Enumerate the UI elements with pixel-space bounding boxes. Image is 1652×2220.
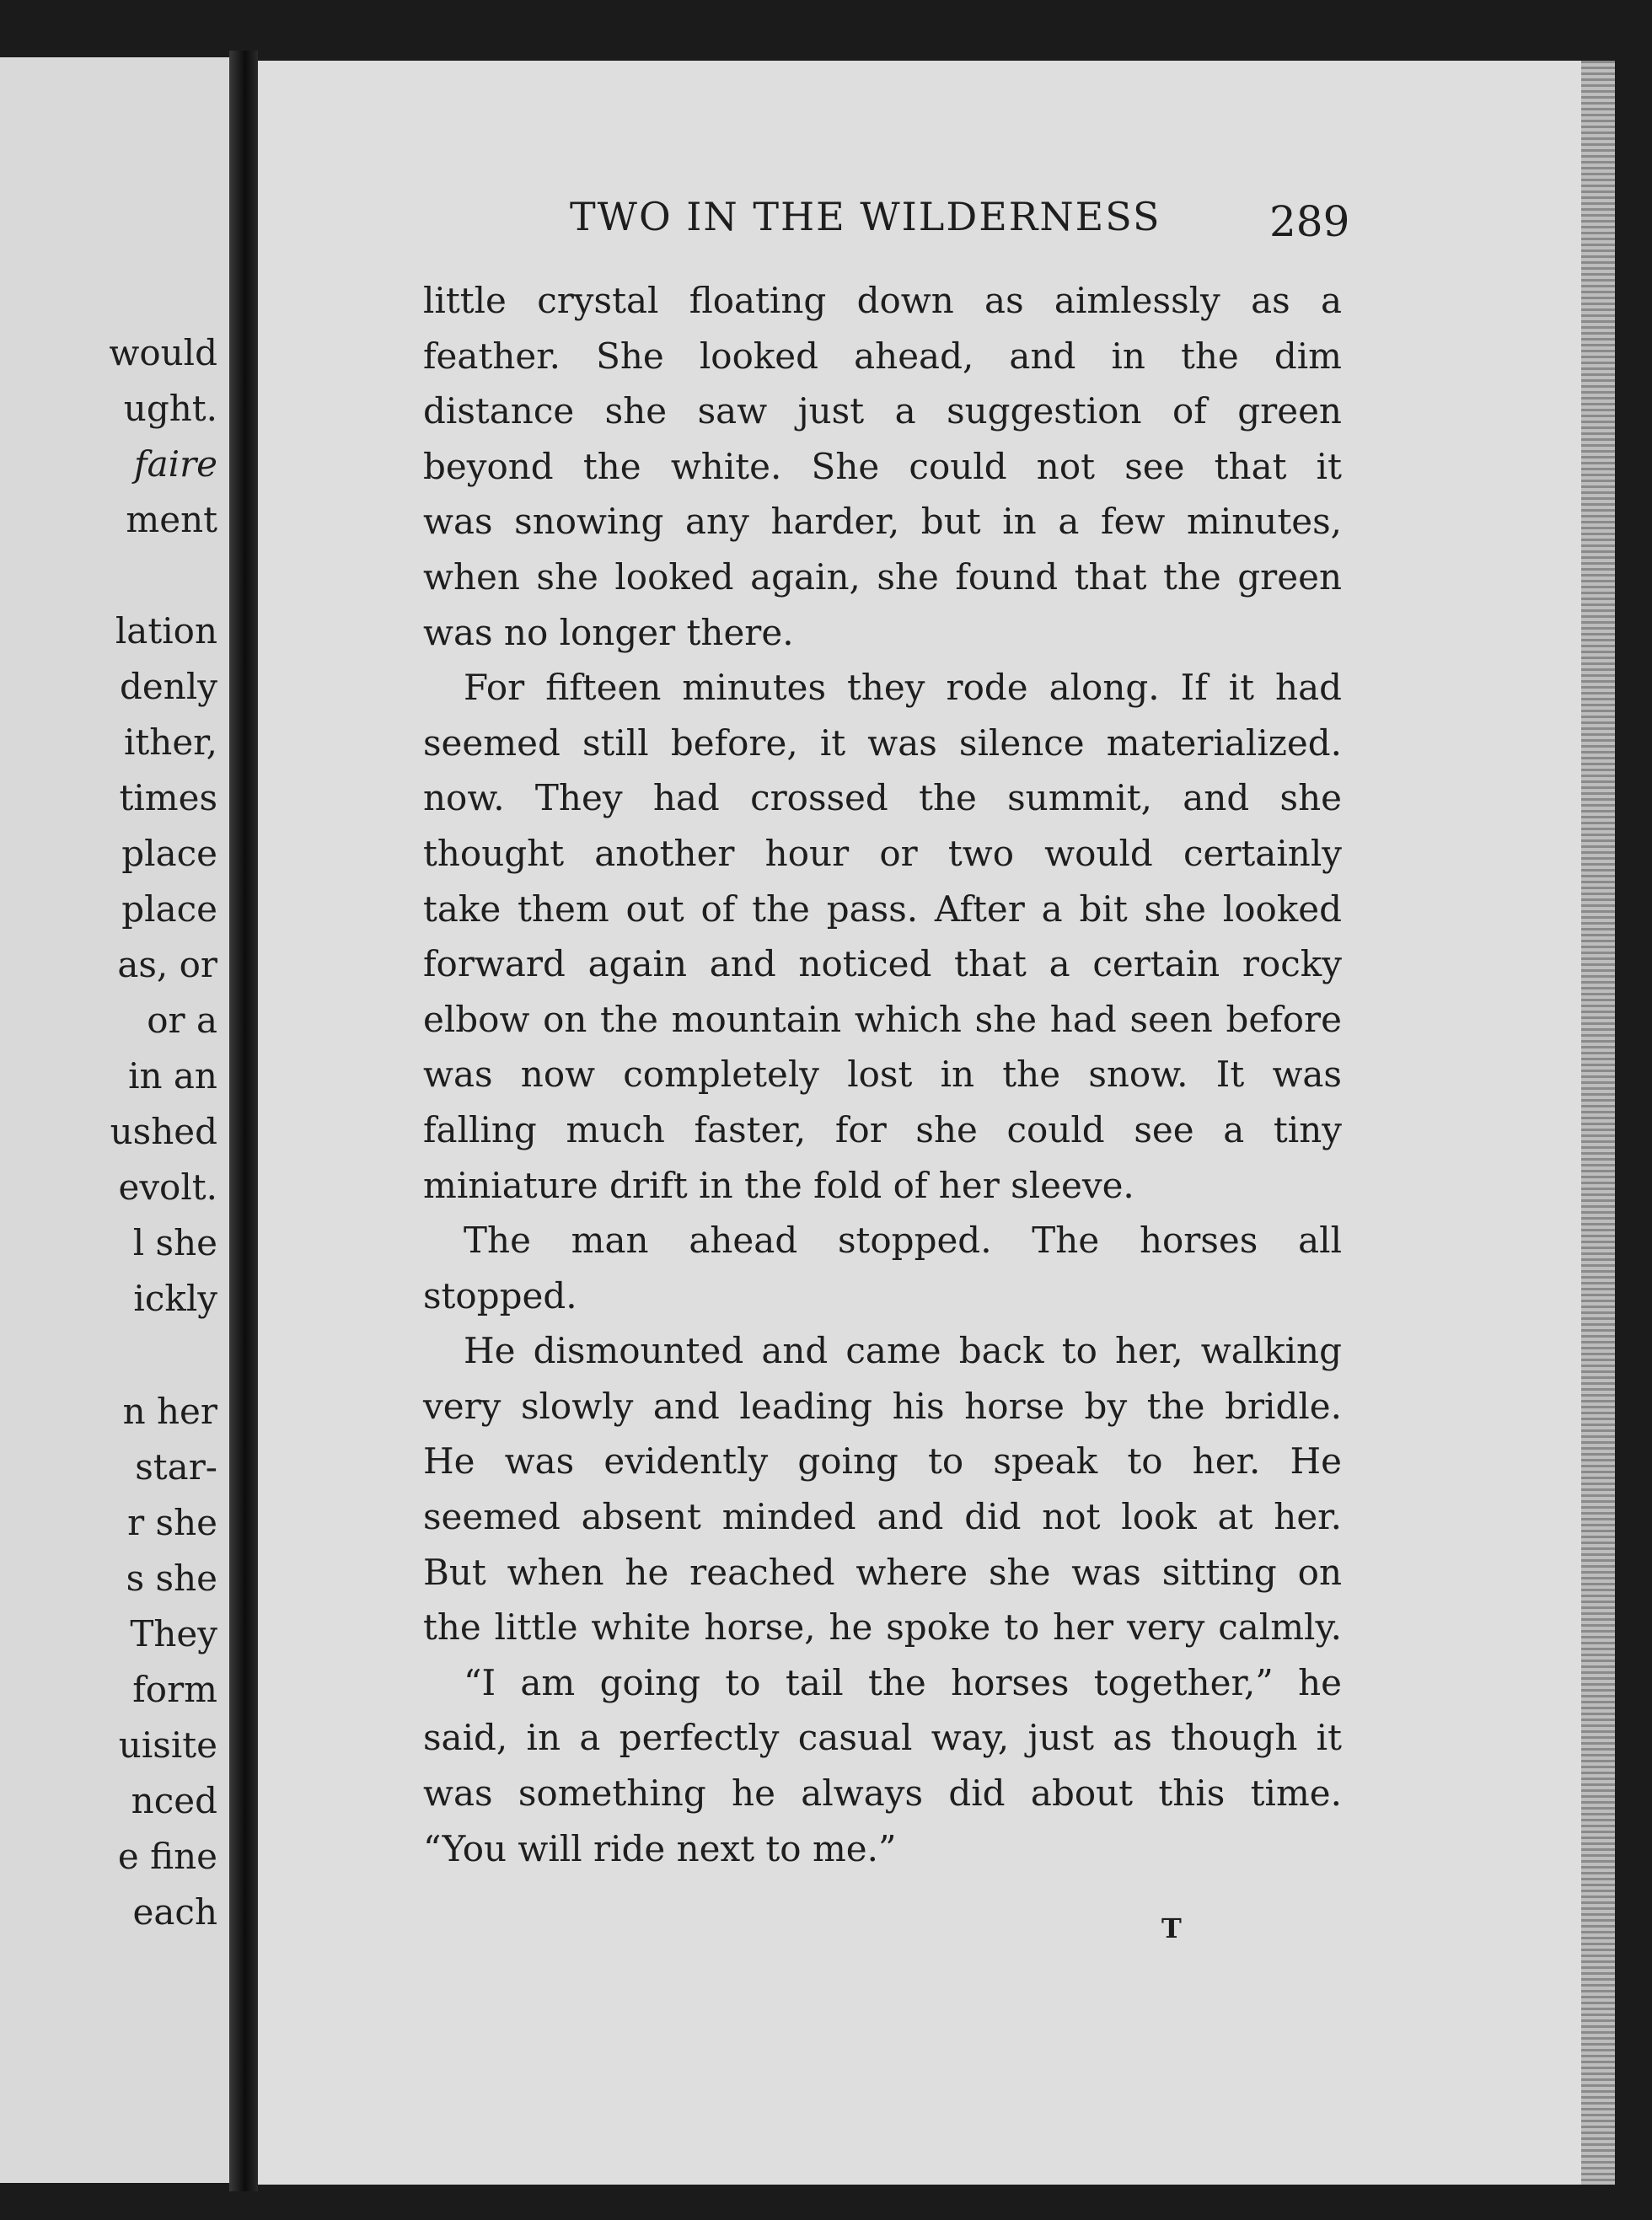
left-page-fragment: ither, bbox=[123, 721, 217, 763]
text-line: seemed absent minded and did not look at her. bbox=[423, 1496, 1342, 1538]
text-line: was now completely lost in the snow. It was bbox=[423, 1054, 1342, 1096]
left-page-fragment: as, or bbox=[117, 944, 217, 985]
text-line: was snowing any harder, but in a few minutes, bbox=[423, 501, 1342, 543]
left-page-fragment: would bbox=[109, 332, 217, 373]
page-number: 289 bbox=[1269, 197, 1350, 246]
right-page bbox=[258, 61, 1615, 2185]
text-line: take them out of the pass. After a bit she looked bbox=[423, 887, 1342, 930]
text-line: thought another hour or two would certainly bbox=[423, 832, 1342, 874]
left-page-fragment: each bbox=[132, 1891, 217, 1933]
left-page-fragment: uisite bbox=[118, 1724, 217, 1766]
left-page-fragment: form bbox=[132, 1669, 217, 1710]
left-page-fragment: lation bbox=[115, 610, 217, 652]
left-page-fragment: l she bbox=[132, 1222, 217, 1263]
left-page-fragment: nced bbox=[131, 1780, 217, 1821]
left-page-fragment: or a bbox=[147, 1000, 217, 1041]
left-page-fragment: ment bbox=[126, 499, 217, 540]
body-text bbox=[423, 273, 1342, 1876]
left-page-fragment: s she bbox=[126, 1558, 217, 1599]
left-page-fragment: ushed bbox=[110, 1111, 217, 1152]
text-line: elbow on the mountain which she had seen before bbox=[423, 998, 1342, 1040]
text-line: distance she saw just a suggestion of green bbox=[423, 390, 1342, 432]
left-page-fragment: n her bbox=[122, 1391, 217, 1432]
left-page-fragment: place bbox=[121, 833, 217, 874]
text-line: “You will ride next to me.” bbox=[423, 1827, 897, 1869]
left-page-fragment: ught. bbox=[123, 388, 217, 429]
signature-mark: T bbox=[1161, 1912, 1182, 1944]
left-page-fragment: denly bbox=[120, 666, 217, 707]
text-line: But when he reached where she was sitting on bbox=[423, 1551, 1342, 1593]
book-spine-gutter bbox=[229, 51, 258, 2191]
text-line: “I am going to tail the horses together,” he bbox=[464, 1661, 1342, 1703]
text-line: For fifteen minutes they rode along. If it had bbox=[464, 667, 1342, 709]
text-line: The man ahead stopped. The horses all bbox=[464, 1220, 1342, 1262]
left-page-fragment: times bbox=[119, 777, 217, 818]
text-line: He was evidently going to speak to her. He bbox=[423, 1440, 1342, 1483]
text-line: miniature drift in the fold of her sleeve. bbox=[423, 1164, 1134, 1206]
left-page bbox=[0, 57, 229, 2183]
text-line: feather. She looked ahead, and in the dim bbox=[423, 335, 1342, 377]
left-page-fragment: star- bbox=[135, 1446, 217, 1488]
left-page-fragment: r she bbox=[127, 1502, 217, 1543]
text-line: very slowly and leading his horse by the bridle. bbox=[423, 1385, 1342, 1427]
text-line: beyond the white. She could not see that it bbox=[423, 445, 1342, 487]
text-line: the little white horse, he spoke to her very calmly. bbox=[423, 1606, 1342, 1649]
running-head: TWO IN THE WILDERNESS bbox=[570, 194, 1161, 239]
left-page-fragment: They bbox=[130, 1613, 217, 1654]
text-line: forward again and noticed that a certain rocky bbox=[423, 943, 1342, 985]
text-line: He dismounted and came back to her, walking bbox=[464, 1330, 1342, 1372]
text-line: seemed still before, it was silence materialized. bbox=[423, 721, 1342, 764]
left-page-fragment: place bbox=[121, 888, 217, 930]
text-line: falling much faster, for she could see a tiny bbox=[423, 1108, 1342, 1150]
text-line: now. They had crossed the summit, and she bbox=[423, 777, 1342, 819]
text-line: stopped. bbox=[423, 1274, 577, 1316]
left-page-fragment: ickly bbox=[133, 1278, 217, 1319]
left-page-fragment: faire bbox=[134, 443, 217, 485]
text-line: when she looked again, she found that the green bbox=[423, 555, 1342, 598]
text-line: little crystal floating down as aimlessly as a bbox=[423, 280, 1342, 321]
text-line: was no longer there. bbox=[423, 611, 794, 653]
text-line: was something he always did about this time. bbox=[423, 1772, 1342, 1815]
page-edge bbox=[1581, 61, 1615, 2185]
left-page-fragment: in an bbox=[128, 1055, 217, 1097]
left-page-fragment: e fine bbox=[117, 1836, 217, 1877]
text-line: said, in a perfectly casual way, just as though it bbox=[423, 1717, 1342, 1759]
left-page-fragment: evolt. bbox=[118, 1166, 217, 1208]
